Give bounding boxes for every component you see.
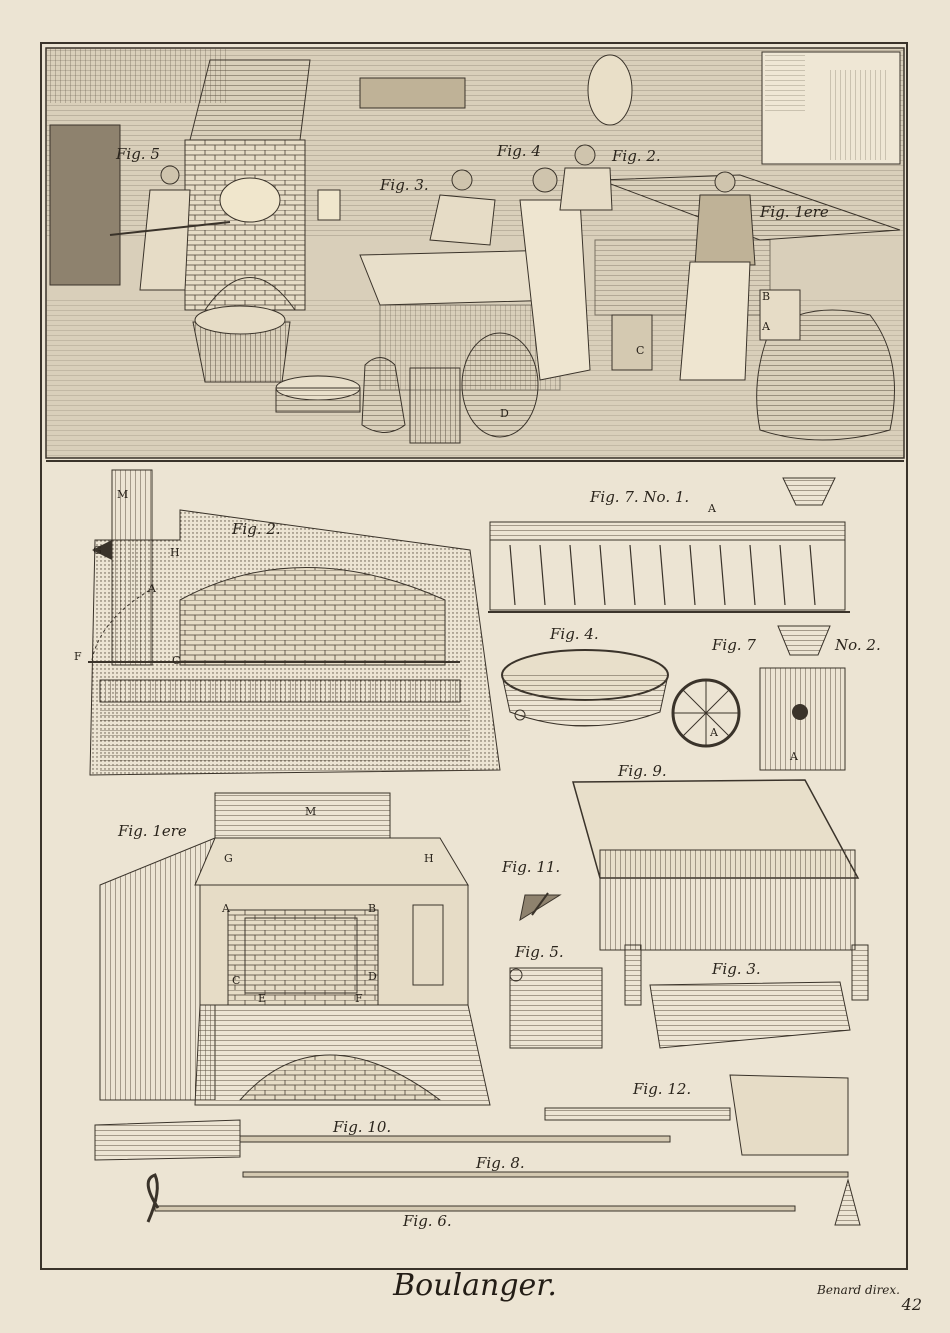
- oven-section-letter-h: H: [170, 546, 180, 559]
- engraver-credit: Benard direx.: [817, 1283, 900, 1297]
- scene-fig1-label: Fig. 1ere: [760, 203, 829, 221]
- oven-front-letter-c: C: [232, 974, 241, 987]
- fig6-label: Fig. 6.: [403, 1212, 452, 1230]
- fig11-label: Fig. 11.: [502, 858, 561, 876]
- basket-figure-3: [650, 982, 850, 1048]
- fig10-label: Fig. 10.: [333, 1118, 392, 1136]
- scraper-figure-11: [520, 893, 560, 920]
- oven-front-letter-d: D: [368, 970, 377, 983]
- oven-front-letter-g: G: [224, 852, 233, 865]
- scene-letter-d: D: [500, 407, 509, 420]
- oven-front-letter-m: M: [305, 805, 317, 818]
- bakery-scene: [46, 48, 904, 458]
- fig12-label: Fig. 12.: [633, 1080, 692, 1098]
- hook-figure-6: [148, 1175, 795, 1222]
- fig7-label: Fig. 7: [712, 636, 756, 654]
- fig1-label: Fig. 1ere: [118, 822, 187, 840]
- scene-fig3-label: Fig. 3.: [380, 176, 429, 194]
- oven-front-letter-h: H: [424, 852, 434, 865]
- oven-section-letter-g: G: [93, 544, 102, 557]
- bolter-letter-a: A: [790, 750, 798, 763]
- oven-section-letter-c: C: [172, 654, 181, 667]
- oven-front-letter-a: A: [222, 902, 230, 915]
- page-number: 42: [901, 1295, 922, 1314]
- dough-cutter-figure-5: [510, 968, 602, 1048]
- plate-title: Boulanger.: [393, 1268, 557, 1303]
- no2-label: No. 2.: [835, 636, 881, 654]
- bolter-figure-7-no2: [760, 626, 845, 770]
- oven-front-letter-f: F: [355, 992, 363, 1005]
- pan-figure-4: [502, 650, 668, 726]
- shovel-figure-12: [545, 1075, 848, 1155]
- fig4-label: Fig. 4.: [550, 625, 599, 643]
- scene-letter-c: C: [636, 344, 645, 357]
- oven-front-letter-b: B: [368, 902, 377, 915]
- wheel-letter-a: A: [710, 726, 718, 739]
- mop-figure-8: [243, 1172, 860, 1225]
- sieve-letter-a: A: [708, 502, 716, 515]
- fig9-label: Fig. 9.: [618, 762, 667, 780]
- fig8-label: Fig. 8.: [476, 1154, 525, 1172]
- scene-letter-a: A: [762, 320, 770, 333]
- scene-fig4-label: Fig. 4: [497, 142, 541, 160]
- fig5-label: Fig. 5.: [515, 943, 564, 961]
- oven-section-letter-m: M: [117, 488, 129, 501]
- fig7-no1-label: Fig. 7. No. 1.: [590, 488, 690, 506]
- fig2-label: Fig. 2.: [232, 520, 281, 538]
- oven-section-figure: [88, 470, 500, 775]
- scene-fig2-label: Fig. 2.: [612, 147, 661, 165]
- fig3-label: Fig. 3.: [712, 960, 761, 978]
- oven-section-letter-f: F: [74, 650, 82, 663]
- oven-front-letter-e: E: [258, 992, 267, 1005]
- scene-fig5-label: Fig. 5: [116, 145, 160, 163]
- wheel-figure: [673, 680, 739, 746]
- oven-section-letter-a: A: [148, 582, 156, 595]
- scene-letter-b: B: [762, 290, 771, 303]
